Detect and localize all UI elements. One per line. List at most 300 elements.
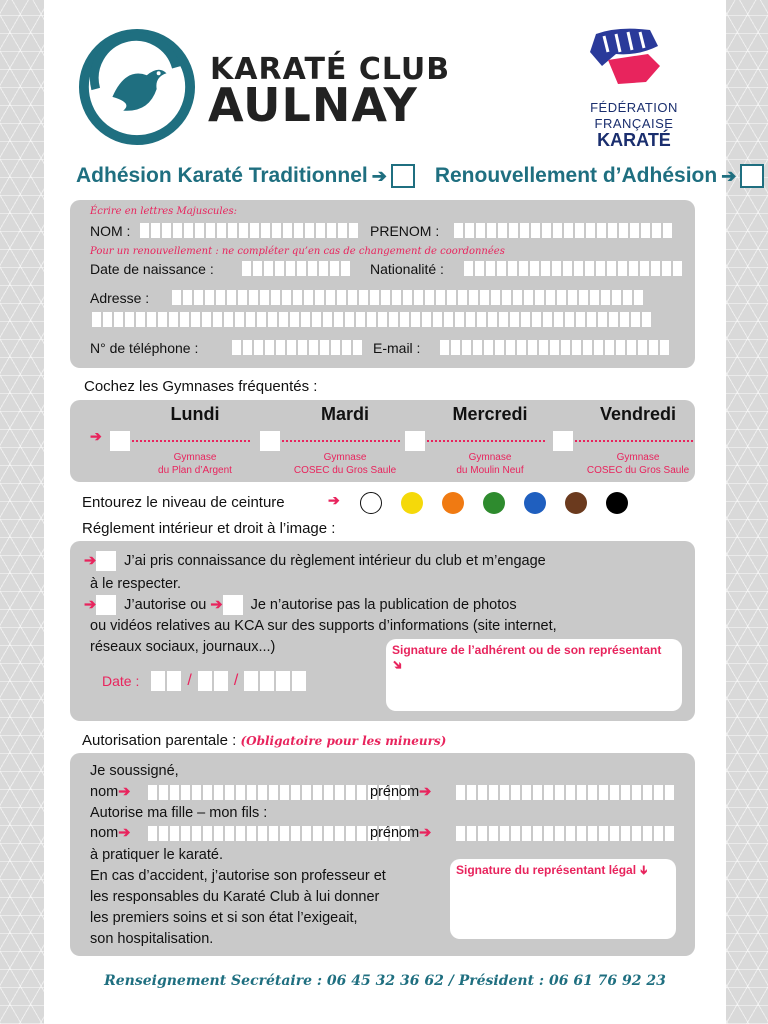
char-box[interactable]	[260, 290, 269, 305]
child-prenom-field[interactable]	[456, 826, 674, 841]
char-box[interactable]	[579, 290, 588, 305]
char-box[interactable]	[564, 223, 573, 238]
rules-ack-checkbox[interactable]	[96, 551, 116, 571]
char-box[interactable]	[550, 340, 559, 355]
char-box[interactable]	[607, 261, 616, 276]
char-box[interactable]	[511, 785, 520, 800]
char-box[interactable]	[169, 312, 178, 327]
char-box[interactable]	[392, 290, 401, 305]
authorize-checkbox[interactable]	[96, 595, 116, 615]
char-box[interactable]	[287, 340, 296, 355]
char-box[interactable]	[508, 261, 517, 276]
char-box[interactable]	[575, 223, 584, 238]
char-box[interactable]	[319, 261, 328, 276]
char-box[interactable]	[583, 340, 592, 355]
char-box[interactable]	[264, 261, 273, 276]
char-box[interactable]	[253, 261, 262, 276]
char-box[interactable]	[92, 312, 101, 327]
char-box[interactable]	[621, 826, 630, 841]
char-box[interactable]	[257, 312, 266, 327]
char-box[interactable]	[194, 290, 203, 305]
char-box[interactable]	[662, 261, 671, 276]
gym-checkbox-monday[interactable]	[110, 431, 130, 451]
char-box[interactable]	[486, 261, 495, 276]
char-box[interactable]	[334, 312, 343, 327]
char-box[interactable]	[227, 290, 236, 305]
char-box[interactable]	[522, 826, 531, 841]
char-box[interactable]	[561, 340, 570, 355]
char-box[interactable]	[574, 261, 583, 276]
char-box[interactable]	[345, 312, 354, 327]
char-box[interactable]	[521, 312, 530, 327]
char-box[interactable]	[555, 785, 564, 800]
char-box[interactable]	[316, 223, 325, 238]
char-box[interactable]	[265, 340, 274, 355]
char-box[interactable]	[586, 223, 595, 238]
char-box[interactable]	[290, 312, 299, 327]
char-box[interactable]	[147, 312, 156, 327]
char-box[interactable]	[640, 261, 649, 276]
char-box[interactable]	[665, 826, 674, 841]
char-box[interactable]	[414, 290, 423, 305]
char-box[interactable]	[172, 290, 181, 305]
char-box[interactable]	[400, 312, 409, 327]
char-box[interactable]	[634, 290, 643, 305]
char-box[interactable]	[214, 826, 223, 841]
char-box[interactable]	[422, 312, 431, 327]
char-box[interactable]	[531, 223, 540, 238]
char-box[interactable]	[533, 826, 542, 841]
char-box[interactable]	[217, 223, 226, 238]
char-box[interactable]	[632, 826, 641, 841]
char-box[interactable]	[411, 312, 420, 327]
birth-date-field[interactable]	[242, 261, 350, 276]
char-box[interactable]	[276, 340, 285, 355]
char-box[interactable]	[225, 785, 234, 800]
char-box[interactable]	[313, 785, 322, 800]
char-box[interactable]	[433, 312, 442, 327]
char-box[interactable]	[268, 312, 277, 327]
char-box[interactable]	[280, 785, 289, 800]
char-box[interactable]	[498, 223, 507, 238]
char-box[interactable]	[304, 290, 313, 305]
char-box[interactable]	[349, 223, 358, 238]
char-box[interactable]	[489, 826, 498, 841]
member-signature-box[interactable]	[386, 639, 682, 711]
char-box[interactable]	[620, 312, 629, 327]
char-box[interactable]	[203, 826, 212, 841]
char-box[interactable]	[148, 826, 157, 841]
char-box[interactable]	[214, 785, 223, 800]
char-box[interactable]	[261, 223, 270, 238]
email-field[interactable]	[440, 340, 669, 355]
char-box[interactable]	[552, 261, 561, 276]
char-box[interactable]	[272, 223, 281, 238]
char-box[interactable]	[588, 826, 597, 841]
char-box[interactable]	[103, 312, 112, 327]
belt-color-option[interactable]	[401, 492, 423, 514]
char-box[interactable]	[348, 290, 357, 305]
char-box[interactable]	[475, 261, 484, 276]
char-box[interactable]	[652, 223, 661, 238]
char-box[interactable]	[610, 826, 619, 841]
belt-color-option[interactable]	[442, 492, 464, 514]
char-box[interactable]	[356, 312, 365, 327]
char-box[interactable]	[357, 785, 366, 800]
char-box[interactable]	[544, 785, 553, 800]
char-box[interactable]	[183, 290, 192, 305]
belt-color-option[interactable]	[606, 492, 628, 514]
char-box[interactable]	[205, 290, 214, 305]
belt-color-option[interactable]	[483, 492, 505, 514]
char-box[interactable]	[566, 826, 575, 841]
char-box[interactable]	[370, 290, 379, 305]
char-box[interactable]	[337, 290, 346, 305]
char-box[interactable]	[544, 826, 553, 841]
char-box[interactable]	[305, 223, 314, 238]
char-box[interactable]	[181, 785, 190, 800]
new-membership-checkbox[interactable]	[391, 164, 415, 188]
char-box[interactable]	[599, 785, 608, 800]
char-box[interactable]	[623, 290, 632, 305]
char-box[interactable]	[239, 223, 248, 238]
char-box[interactable]	[456, 826, 465, 841]
char-box[interactable]	[502, 290, 511, 305]
char-box[interactable]	[513, 290, 522, 305]
char-box[interactable]	[542, 223, 551, 238]
char-box[interactable]	[663, 223, 672, 238]
char-box[interactable]	[323, 312, 332, 327]
char-box[interactable]	[357, 826, 366, 841]
not-authorize-checkbox[interactable]	[223, 595, 243, 615]
char-box[interactable]	[162, 223, 171, 238]
char-box[interactable]	[643, 785, 652, 800]
char-box[interactable]	[576, 312, 585, 327]
char-box[interactable]	[641, 223, 650, 238]
phone-field[interactable]	[232, 340, 362, 355]
char-box[interactable]	[555, 826, 564, 841]
belt-color-option[interactable]	[524, 492, 546, 514]
char-box[interactable]	[159, 785, 168, 800]
char-box[interactable]	[553, 223, 562, 238]
char-box[interactable]	[451, 340, 460, 355]
char-box[interactable]	[596, 261, 605, 276]
char-box[interactable]	[236, 785, 245, 800]
char-box[interactable]	[298, 340, 307, 355]
char-box[interactable]	[158, 312, 167, 327]
char-box[interactable]	[563, 261, 572, 276]
char-box[interactable]	[565, 312, 574, 327]
char-box[interactable]	[206, 223, 215, 238]
char-box[interactable]	[331, 340, 340, 355]
char-box[interactable]	[275, 261, 284, 276]
char-box[interactable]	[294, 223, 303, 238]
char-box[interactable]	[335, 785, 344, 800]
date-month-field[interactable]	[198, 671, 228, 691]
char-box[interactable]	[499, 312, 508, 327]
char-box[interactable]	[114, 312, 123, 327]
renewal-checkbox[interactable]	[740, 164, 764, 188]
char-box[interactable]	[458, 290, 467, 305]
char-box[interactable]	[293, 290, 302, 305]
char-box[interactable]	[301, 312, 310, 327]
char-box[interactable]	[389, 312, 398, 327]
char-box[interactable]	[651, 261, 660, 276]
date-year-field[interactable]	[244, 671, 306, 691]
char-box[interactable]	[302, 785, 311, 800]
char-box[interactable]	[554, 312, 563, 327]
char-box[interactable]	[247, 785, 256, 800]
char-box[interactable]	[258, 785, 267, 800]
belt-color-option[interactable]	[565, 492, 587, 514]
char-box[interactable]	[631, 312, 640, 327]
char-box[interactable]	[192, 785, 201, 800]
char-box[interactable]	[238, 290, 247, 305]
char-box[interactable]	[302, 826, 311, 841]
char-box[interactable]	[629, 261, 638, 276]
char-box[interactable]	[254, 340, 263, 355]
char-box[interactable]	[216, 290, 225, 305]
char-box[interactable]	[269, 826, 278, 841]
char-box[interactable]	[247, 826, 256, 841]
char-box[interactable]	[543, 312, 552, 327]
char-box[interactable]	[480, 290, 489, 305]
nom-field[interactable]	[140, 223, 358, 238]
char-box[interactable]	[291, 826, 300, 841]
char-box[interactable]	[279, 312, 288, 327]
char-box[interactable]	[224, 312, 233, 327]
char-box[interactable]	[202, 312, 211, 327]
char-box[interactable]	[654, 826, 663, 841]
char-box[interactable]	[236, 826, 245, 841]
char-box[interactable]	[455, 312, 464, 327]
char-box[interactable]	[616, 340, 625, 355]
char-box[interactable]	[346, 826, 355, 841]
char-box[interactable]	[627, 340, 636, 355]
char-box[interactable]	[587, 312, 596, 327]
char-box[interactable]	[324, 785, 333, 800]
char-box[interactable]	[466, 312, 475, 327]
char-box[interactable]	[436, 290, 445, 305]
char-box[interactable]	[456, 785, 465, 800]
char-box[interactable]	[444, 312, 453, 327]
char-box[interactable]	[151, 223, 160, 238]
char-box[interactable]	[610, 785, 619, 800]
char-box[interactable]	[601, 290, 610, 305]
char-box[interactable]	[665, 785, 674, 800]
char-box[interactable]	[546, 290, 555, 305]
char-box[interactable]	[191, 312, 200, 327]
char-box[interactable]	[269, 785, 278, 800]
char-box[interactable]	[313, 826, 322, 841]
char-box[interactable]	[638, 340, 647, 355]
char-box[interactable]	[500, 826, 509, 841]
char-box[interactable]	[491, 290, 500, 305]
char-box[interactable]	[246, 312, 255, 327]
char-box[interactable]	[125, 312, 134, 327]
char-box[interactable]	[462, 340, 471, 355]
date-day-field[interactable]	[151, 671, 181, 691]
gym-checkbox-wednesday[interactable]	[405, 431, 425, 451]
char-box[interactable]	[605, 340, 614, 355]
char-box[interactable]	[454, 223, 463, 238]
char-box[interactable]	[308, 261, 317, 276]
char-box[interactable]	[520, 223, 529, 238]
char-box[interactable]	[283, 223, 292, 238]
char-box[interactable]	[509, 223, 518, 238]
char-box[interactable]	[497, 261, 506, 276]
char-box[interactable]	[235, 312, 244, 327]
char-box[interactable]	[282, 290, 291, 305]
char-box[interactable]	[539, 340, 548, 355]
address-field-line2[interactable]	[92, 312, 651, 327]
char-box[interactable]	[148, 785, 157, 800]
char-box[interactable]	[467, 826, 476, 841]
char-box[interactable]	[170, 785, 179, 800]
char-box[interactable]	[511, 826, 520, 841]
char-box[interactable]	[440, 340, 449, 355]
char-box[interactable]	[324, 826, 333, 841]
char-box[interactable]	[309, 340, 318, 355]
gym-checkbox-friday[interactable]	[553, 431, 573, 451]
char-box[interactable]	[597, 223, 606, 238]
char-box[interactable]	[500, 785, 509, 800]
char-box[interactable]	[654, 785, 663, 800]
char-box[interactable]	[528, 340, 537, 355]
char-box[interactable]	[590, 290, 599, 305]
char-box[interactable]	[673, 261, 682, 276]
char-box[interactable]	[566, 785, 575, 800]
char-box[interactable]	[326, 290, 335, 305]
char-box[interactable]	[632, 785, 641, 800]
char-box[interactable]	[258, 826, 267, 841]
char-box[interactable]	[242, 261, 251, 276]
char-box[interactable]	[286, 261, 295, 276]
char-box[interactable]	[213, 312, 222, 327]
char-box[interactable]	[467, 785, 476, 800]
address-field-line1[interactable]	[172, 290, 643, 305]
belt-color-option[interactable]	[360, 492, 382, 514]
parent-prenom-field[interactable]	[456, 785, 674, 800]
char-box[interactable]	[403, 290, 412, 305]
char-box[interactable]	[195, 223, 204, 238]
char-box[interactable]	[612, 290, 621, 305]
char-box[interactable]	[588, 785, 597, 800]
char-box[interactable]	[203, 785, 212, 800]
char-box[interactable]	[630, 223, 639, 238]
char-box[interactable]	[643, 826, 652, 841]
char-box[interactable]	[225, 826, 234, 841]
char-box[interactable]	[250, 223, 259, 238]
char-box[interactable]	[484, 340, 493, 355]
char-box[interactable]	[320, 340, 329, 355]
char-box[interactable]	[517, 340, 526, 355]
char-box[interactable]	[465, 223, 474, 238]
char-box[interactable]	[140, 223, 149, 238]
char-box[interactable]	[473, 340, 482, 355]
char-box[interactable]	[159, 826, 168, 841]
char-box[interactable]	[478, 785, 487, 800]
char-box[interactable]	[489, 785, 498, 800]
char-box[interactable]	[232, 340, 241, 355]
char-box[interactable]	[642, 312, 651, 327]
char-box[interactable]	[359, 290, 368, 305]
char-box[interactable]	[541, 261, 550, 276]
char-box[interactable]	[524, 290, 533, 305]
char-box[interactable]	[594, 340, 603, 355]
char-box[interactable]	[476, 223, 485, 238]
char-box[interactable]	[170, 826, 179, 841]
char-box[interactable]	[572, 340, 581, 355]
char-box[interactable]	[530, 261, 539, 276]
char-box[interactable]	[192, 826, 201, 841]
char-box[interactable]	[346, 785, 355, 800]
char-box[interactable]	[378, 312, 387, 327]
char-box[interactable]	[609, 312, 618, 327]
char-box[interactable]	[312, 312, 321, 327]
char-box[interactable]	[533, 785, 542, 800]
char-box[interactable]	[477, 312, 486, 327]
char-box[interactable]	[577, 826, 586, 841]
char-box[interactable]	[335, 826, 344, 841]
char-box[interactable]	[330, 261, 339, 276]
char-box[interactable]	[341, 261, 350, 276]
nationality-field[interactable]	[464, 261, 682, 276]
char-box[interactable]	[649, 340, 658, 355]
char-box[interactable]	[342, 340, 351, 355]
char-box[interactable]	[619, 223, 628, 238]
char-box[interactable]	[327, 223, 336, 238]
char-box[interactable]	[532, 312, 541, 327]
char-box[interactable]	[181, 826, 190, 841]
prenom-field[interactable]	[454, 223, 672, 238]
char-box[interactable]	[608, 223, 617, 238]
char-box[interactable]	[585, 261, 594, 276]
char-box[interactable]	[557, 290, 566, 305]
char-box[interactable]	[136, 312, 145, 327]
char-box[interactable]	[367, 312, 376, 327]
char-box[interactable]	[464, 261, 473, 276]
char-box[interactable]	[598, 312, 607, 327]
char-box[interactable]	[535, 290, 544, 305]
char-box[interactable]	[271, 290, 280, 305]
char-box[interactable]	[297, 261, 306, 276]
char-box[interactable]	[338, 223, 347, 238]
char-box[interactable]	[599, 826, 608, 841]
gym-checkbox-tuesday[interactable]	[260, 431, 280, 451]
char-box[interactable]	[381, 290, 390, 305]
char-box[interactable]	[243, 340, 252, 355]
char-box[interactable]	[487, 223, 496, 238]
char-box[interactable]	[660, 340, 669, 355]
char-box[interactable]	[173, 223, 182, 238]
char-box[interactable]	[280, 826, 289, 841]
char-box[interactable]	[228, 223, 237, 238]
char-box[interactable]	[577, 785, 586, 800]
char-box[interactable]	[478, 826, 487, 841]
char-box[interactable]	[488, 312, 497, 327]
char-box[interactable]	[506, 340, 515, 355]
char-box[interactable]	[510, 312, 519, 327]
char-box[interactable]	[621, 785, 630, 800]
char-box[interactable]	[618, 261, 627, 276]
char-box[interactable]	[425, 290, 434, 305]
char-box[interactable]	[495, 340, 504, 355]
char-box[interactable]	[568, 290, 577, 305]
char-box[interactable]	[353, 340, 362, 355]
char-box[interactable]	[519, 261, 528, 276]
char-box[interactable]	[447, 290, 456, 305]
